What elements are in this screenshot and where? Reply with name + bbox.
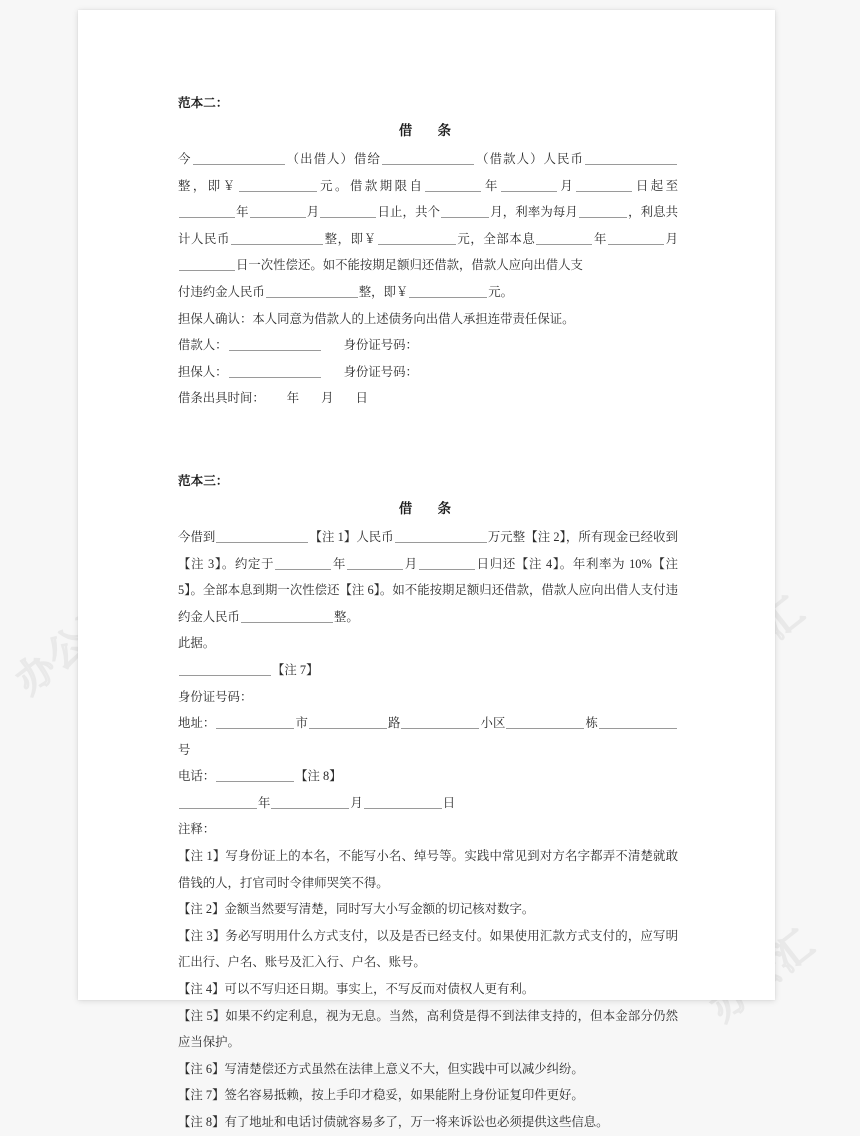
- text-fragment: 月: [350, 795, 363, 810]
- notes-heading: 注释：: [178, 822, 216, 837]
- blank-signature-3[interactable]: [179, 662, 271, 676]
- borrower-id-label: 身份证号码：: [343, 338, 418, 353]
- text-fragment: 整，即￥: [324, 231, 377, 246]
- blank-repay-day[interactable]: [179, 257, 235, 271]
- phone-line-3: [178, 763, 678, 790]
- text-fragment: 市: [295, 716, 308, 731]
- note-item: 【注 8】有了地址和电话讨债就容易多了，万一将来诉讼也必须提供这些信息。: [178, 1115, 609, 1129]
- blank-building[interactable]: [506, 715, 584, 729]
- blank-penalty-words[interactable]: [266, 284, 358, 298]
- text-fragment: 整。: [333, 609, 359, 624]
- text-fragment: 今借到: [178, 529, 216, 544]
- text-fragment: 日归还【注 4】。年利率为 10%【注 5】。全部本息到期一次性偿: [178, 556, 679, 598]
- blank-sign-day[interactable]: [364, 795, 442, 809]
- text-fragment: 月: [557, 178, 576, 193]
- blank-monthly-rate[interactable]: [579, 204, 627, 218]
- sample-two-body: [178, 146, 678, 412]
- note-item: 【注 3】务必写明用什么方式支付，以及是否已经支付。如果使用汇款方式支付的，应写明汇出行、户名、账号及汇入行、户名、账号。: [178, 928, 678, 970]
- sample-three-closing: 此据。: [178, 636, 216, 651]
- section-spacer: [178, 412, 678, 468]
- text-fragment: 年: [482, 178, 500, 193]
- guarantor-confirmation: 担保人确认：本人同意为借款人的上述债务向出借人承担连带责任保证。: [178, 311, 575, 326]
- text-fragment: 小区: [480, 716, 506, 731]
- sample-three-paragraph: [178, 524, 678, 630]
- blank-sign-year[interactable]: [179, 795, 257, 809]
- text-fragment: 元。借款期限自: [317, 178, 425, 193]
- phone-label: 电话：: [178, 769, 216, 784]
- document-title-sample-three: 借 条: [398, 500, 458, 516]
- issue-time-label: 借条出具时间：: [178, 391, 265, 406]
- note-item: 【注 4】可以不写归还日期。事实上，不写反而对债权人更有利。: [178, 982, 535, 997]
- blank-interest-figures[interactable]: [378, 231, 456, 245]
- note-item: 【注 7】签名容易抵赖，按上手印才稳妥，如果能附上身份证复印件更好。: [178, 1088, 584, 1103]
- text-fragment: 月: [665, 231, 679, 246]
- guarantor-label: 担保人：: [178, 364, 228, 379]
- text-fragment: 约定于: [234, 556, 275, 571]
- issue-time-line: [178, 385, 678, 412]
- section-label-sample-three: 范本三：: [178, 473, 229, 488]
- blank-due-day[interactable]: [419, 556, 475, 570]
- text-fragment: 月: [306, 205, 320, 220]
- watermark-left: 办公汇: [8, 595, 129, 703]
- blank-start-month[interactable]: [501, 178, 557, 192]
- blank-due-month[interactable]: [347, 556, 403, 570]
- sample-three-body: [178, 524, 678, 817]
- text-fragment: ￥: [222, 178, 238, 193]
- document-page: [78, 10, 775, 1129]
- issue-year-label: 年: [286, 391, 300, 406]
- section-label-sample-two: 范本二：: [178, 96, 229, 110]
- blank-penalty-3[interactable]: [241, 609, 333, 623]
- text-fragment: 万元整【注 2】，所有现金已经收到【注 3】。: [178, 529, 679, 571]
- borrower-signature-line: [178, 332, 678, 359]
- blank-borrower-name[interactable]: [382, 151, 474, 165]
- issue-month-label: 月: [321, 391, 334, 406]
- text-fragment: 部本息: [496, 231, 536, 246]
- note-item: 【注 1】写身份证上的本名，不能写小名、绰号等。实践中常见到对方名字都弄不清楚就敢借钱的人，打官司时令律师哭笑不得。: [178, 849, 678, 890]
- text-fragment: 号: [178, 742, 191, 757]
- date-line-3: [178, 790, 678, 817]
- blank-lender-name[interactable]: [193, 151, 285, 165]
- borrower-label: 借款人：: [178, 338, 228, 353]
- text-fragment: 年: [236, 205, 249, 220]
- text-fragment: 月，利率为每月: [490, 205, 578, 220]
- document-body: [178, 90, 678, 1136]
- blank-repay-year[interactable]: [536, 231, 592, 245]
- blank-sign-month[interactable]: [271, 795, 349, 809]
- blank-city[interactable]: [216, 715, 294, 729]
- signature-note: 【注 7】: [272, 662, 319, 677]
- text-fragment: （借款人）人民币: [475, 152, 585, 166]
- address-label: 地址：: [178, 716, 216, 731]
- blank-room-number[interactable]: [599, 715, 677, 729]
- text-fragment: 今: [178, 152, 192, 166]
- blank-guarantor-signature[interactable]: [229, 364, 321, 378]
- id-number-line-3: 身份证号码：: [178, 689, 253, 704]
- phone-note: 【注 8】: [295, 769, 342, 784]
- text-fragment: 付违约金人民币: [178, 284, 265, 299]
- text-fragment: 日止，: [377, 205, 416, 220]
- text-fragment: 月: [404, 556, 418, 571]
- blank-interest-words[interactable]: [231, 231, 323, 245]
- blank-community[interactable]: [401, 715, 479, 729]
- signature-line-3: [178, 657, 678, 684]
- text-fragment: 还【注 6】。如不能按期足额归还借款，借款人应向出借人支付违约金人民币: [178, 583, 679, 624]
- blank-end-month[interactable]: [250, 204, 306, 218]
- text-fragment: 元，全: [456, 231, 497, 246]
- text-fragment: 年: [332, 556, 347, 571]
- blank-start-day[interactable]: [576, 178, 632, 192]
- blank-end-day[interactable]: [320, 204, 376, 218]
- text-fragment: 栋: [585, 716, 599, 731]
- note-item: 【注 6】写清楚偿还方式虽然在法律上意义不大，但实践中可以减少纠纷。: [178, 1061, 584, 1076]
- text-fragment: 【注 1】人民币: [309, 529, 394, 544]
- note-item: 【注 2】金额当然要写清楚，同时写大小写金额的切记核对数字。: [178, 902, 535, 917]
- blank-road[interactable]: [309, 715, 387, 729]
- notes-section: [178, 816, 678, 1135]
- blank-end-year[interactable]: [179, 204, 235, 218]
- blank-borrower-signature[interactable]: [229, 337, 321, 351]
- blank-start-year[interactable]: [425, 178, 481, 192]
- blank-lender-name-3[interactable]: [216, 529, 308, 543]
- text-fragment: 共个: [415, 205, 441, 220]
- text-fragment: 年: [258, 795, 271, 810]
- blank-total-months[interactable]: [441, 204, 489, 218]
- blank-penalty-figures[interactable]: [409, 284, 487, 298]
- document-title-sample-two: 借 条: [398, 123, 458, 138]
- issue-day-label: 日: [355, 391, 368, 406]
- sample-two-paragraph: [178, 146, 678, 279]
- blank-amount-figures[interactable]: [239, 178, 317, 192]
- text-fragment: ，利息共计人民币: [178, 205, 679, 246]
- note-item: 【注 5】如果不约定利息，视为无息。当然，高利贷是得不到法律支持的，但本金部分仍然应当保护。: [178, 1008, 678, 1050]
- blank-phone[interactable]: [216, 768, 294, 782]
- text-fragment: 日: [442, 795, 456, 810]
- blank-amount-3[interactable]: [395, 529, 487, 543]
- blank-repay-month[interactable]: [608, 231, 664, 245]
- text-fragment: 整，即: [178, 178, 223, 193]
- text-fragment: 路: [387, 716, 401, 731]
- text-fragment: 日起至: [633, 178, 679, 193]
- address-line-3: [178, 710, 678, 763]
- blank-amount-words[interactable]: [585, 151, 677, 165]
- text-fragment: 整，即￥: [358, 284, 409, 299]
- text-fragment: 日一次性偿还。如不能按期足额归还借款，借款人应向出借人支: [236, 258, 583, 273]
- guarantor-id-label: 身份证号码：: [343, 364, 418, 379]
- sample-two-penalty-line: [178, 279, 678, 306]
- text-fragment: 年: [593, 231, 608, 246]
- text-fragment: （出借人）借给: [285, 152, 382, 166]
- blank-due-year[interactable]: [275, 556, 331, 570]
- guarantor-signature-line: [178, 359, 678, 386]
- text-fragment: 元。: [488, 284, 514, 299]
